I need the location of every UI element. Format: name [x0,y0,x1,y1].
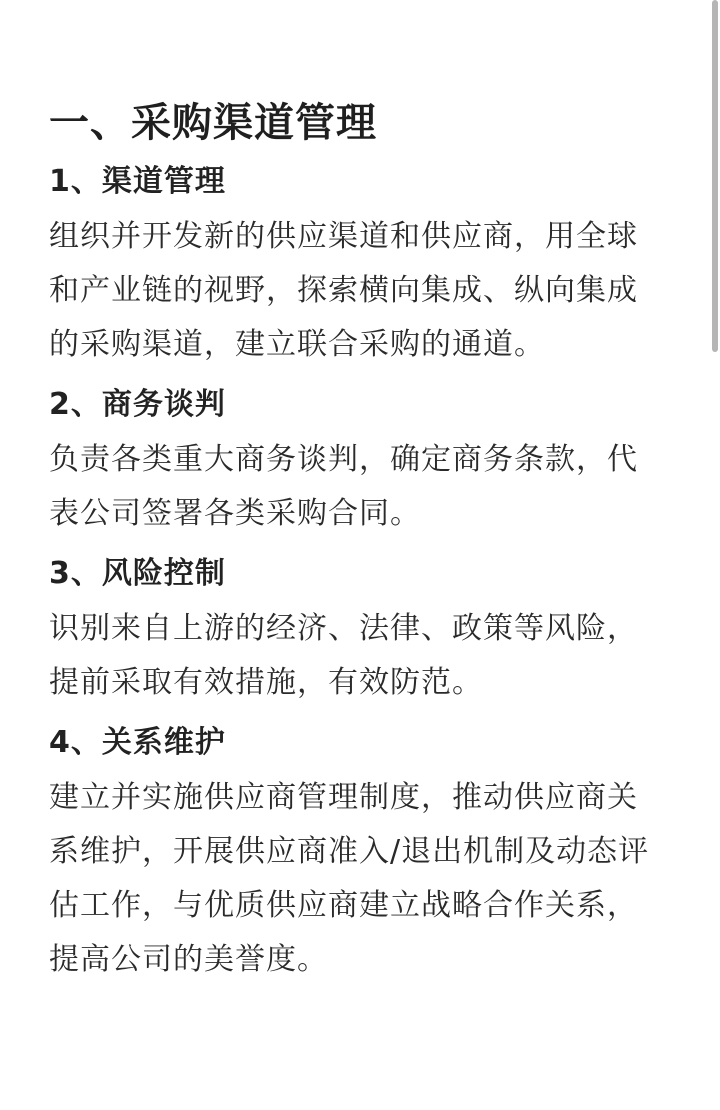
body-line: 系维护，开展供应商准入/退出机制及动态评 [49,834,650,869]
body-line: 建立并实施供应商管理制度，推动供应商关 [49,780,638,815]
section-title: 3、风险控制 [49,556,226,591]
body-line: 提高公司的美誉度。 [49,942,328,977]
vertical-scrollbar[interactable] [712,0,720,1110]
body-line: 组织并开发新的供应渠道和供应商，用全球 [49,219,638,254]
section-relationship-maintenance [49,719,672,987]
body-line: 负责各类重大商务谈判，确定商务条款，代 [49,442,638,477]
body-line: 表公司签署各类采购合同。 [49,496,421,531]
section-risk-control [49,550,672,710]
body-line: 和产业链的视野，探索横向集成、纵向集成 [49,273,638,308]
section-business-negotiation [49,381,672,541]
section-body [49,602,673,710]
section-body [49,210,673,372]
body-line: 的采购渠道，建立联合采购的通道。 [49,327,545,362]
section-title: 4、关系维护 [49,725,226,760]
body-line: 提前采取有效措施，有效防范。 [49,665,483,700]
section-title: 2、商务谈判 [49,387,226,422]
section-title: 1、渠道管理 [49,164,226,199]
body-line: 识别来自上游的经济、法律、政策等风险， [49,611,638,646]
scrollbar-thumb[interactable] [712,0,718,352]
body-line: 估工作，与优质供应商建立战略合作关系， [49,888,638,923]
section-body [49,433,673,541]
page-heading: 一、采购渠道管理 [49,100,377,146]
section-channel-management [49,158,672,372]
section-body [49,771,673,987]
